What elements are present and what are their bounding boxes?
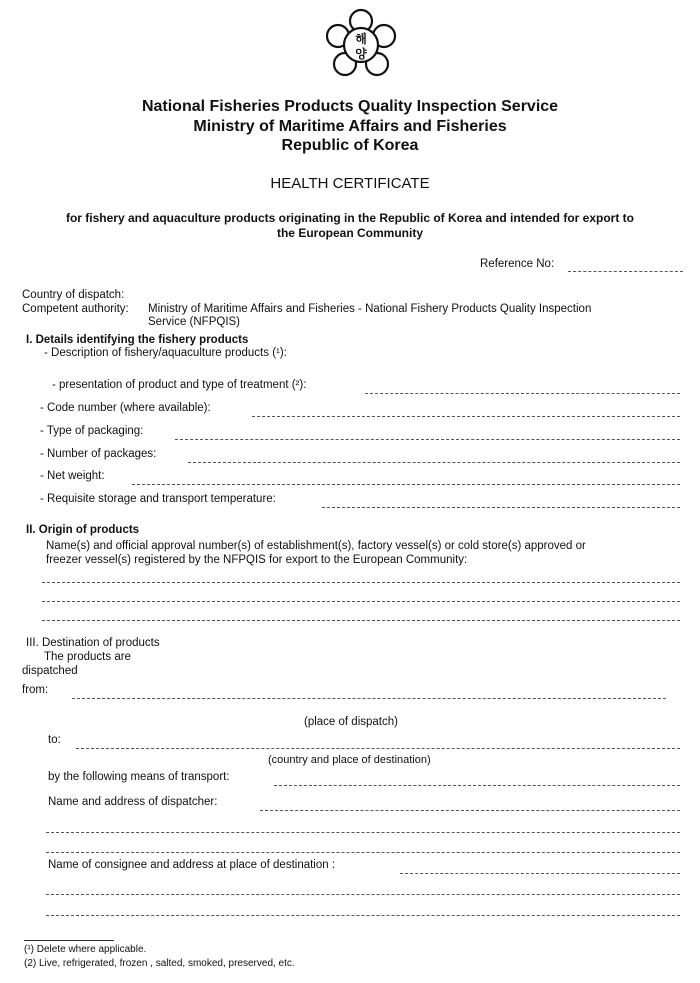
dispatcher-input-line-1[interactable] [260,810,680,811]
origin-input-line-3[interactable] [42,620,680,621]
consignee-label: Name of consignee and address at place of destination : [48,859,336,871]
to-input-line[interactable] [76,748,680,749]
footnote-2: (2) Live, refrigerated, frozen , salted, smoked, preserved, etc. [24,958,295,969]
section-3-heading: III. Destination of products [26,637,160,649]
subtitle-line-1: for fishery and aquaculture products originating in the Republic of Korea and intended for export to [65,211,635,225]
footnote-1: (¹) Delete where applicable. [24,944,147,955]
korean-seal-emblem-icon [322,8,400,84]
number-of-packages-label: - Number of packages: [40,448,157,460]
number-of-packages-input-line[interactable] [188,462,680,463]
to-label: to: [48,734,61,746]
from-label: from: [22,684,49,696]
competent-authority-value: Ministry of Maritime Affairs and Fisheries - National Fishery Products Quality Inspection [148,303,592,315]
competent-authority-label: Competent authority: [22,303,129,315]
packaging-type-label: - Type of packaging: [40,425,144,437]
agency-name: National Fisheries Products Quality Inspection Service [141,98,559,115]
subtitle-line-2: the European Community [276,226,423,240]
net-weight-label: - Net weight: [40,470,105,482]
consignee-input-line-2[interactable] [46,894,680,895]
transport-label: by the following means of transport: [48,771,230,783]
section-1-heading: I. Details identifying the fishery products [26,334,249,346]
competent-authority-value-cont: Service (NFPQIS) [148,316,241,328]
country-name: Republic of Korea [281,137,419,154]
dispatcher-label: Name and address of dispatcher: [48,796,218,808]
place-of-dispatch-caption: (place of dispatch) [304,716,398,728]
presentation-input-line[interactable] [365,393,680,394]
dispatched-text-line-1: The products are [44,651,131,663]
reference-input-line[interactable] [568,271,683,272]
presentation-label: - presentation of product and type of treatment (²): [52,379,307,391]
section-2-heading: II. Origin of products [26,524,140,536]
packaging-type-input-line[interactable] [175,439,680,440]
emblem-glyph-bottom: 양 [355,47,367,61]
dispatched-text-line-2: dispatched [22,665,78,677]
transport-input-line[interactable] [274,785,680,786]
ministry-name: Ministry of Maritime Affairs and Fisheries [193,118,507,135]
consignee-input-line-1[interactable] [400,873,680,874]
destination-caption: (country and place of destination) [268,754,431,766]
origin-text-line-2: freezer vessel(s) registered by the NFPQIS for export to the European Community: [46,554,468,566]
temperature-input-line[interactable] [322,507,680,508]
emblem-glyph-top: 해 [355,32,367,46]
temperature-label: - Requisite storage and transport temperature: [40,493,276,505]
footnote-divider [24,940,114,941]
from-input-line[interactable] [72,698,666,699]
dispatcher-input-line-2[interactable] [46,832,680,833]
description-label: - Description of fishery/aquaculture products (¹): [44,347,287,359]
dispatcher-input-line-3[interactable] [46,852,680,853]
country-of-dispatch-label: Country of dispatch: [22,289,125,301]
code-number-label: - Code number (where available): [40,402,211,414]
origin-input-line-2[interactable] [42,601,680,602]
origin-input-line-1[interactable] [42,582,680,583]
code-number-input-line[interactable] [252,416,680,417]
certificate-title: HEALTH CERTIFICATE [270,175,430,192]
origin-text-line-1: Name(s) and official approval number(s) of establishment(s), factory vessel(s) or cold store(s) approved or [46,540,586,552]
net-weight-input-line[interactable] [132,484,680,485]
reference-label: Reference No: [480,258,555,270]
consignee-input-line-3[interactable] [46,915,680,916]
